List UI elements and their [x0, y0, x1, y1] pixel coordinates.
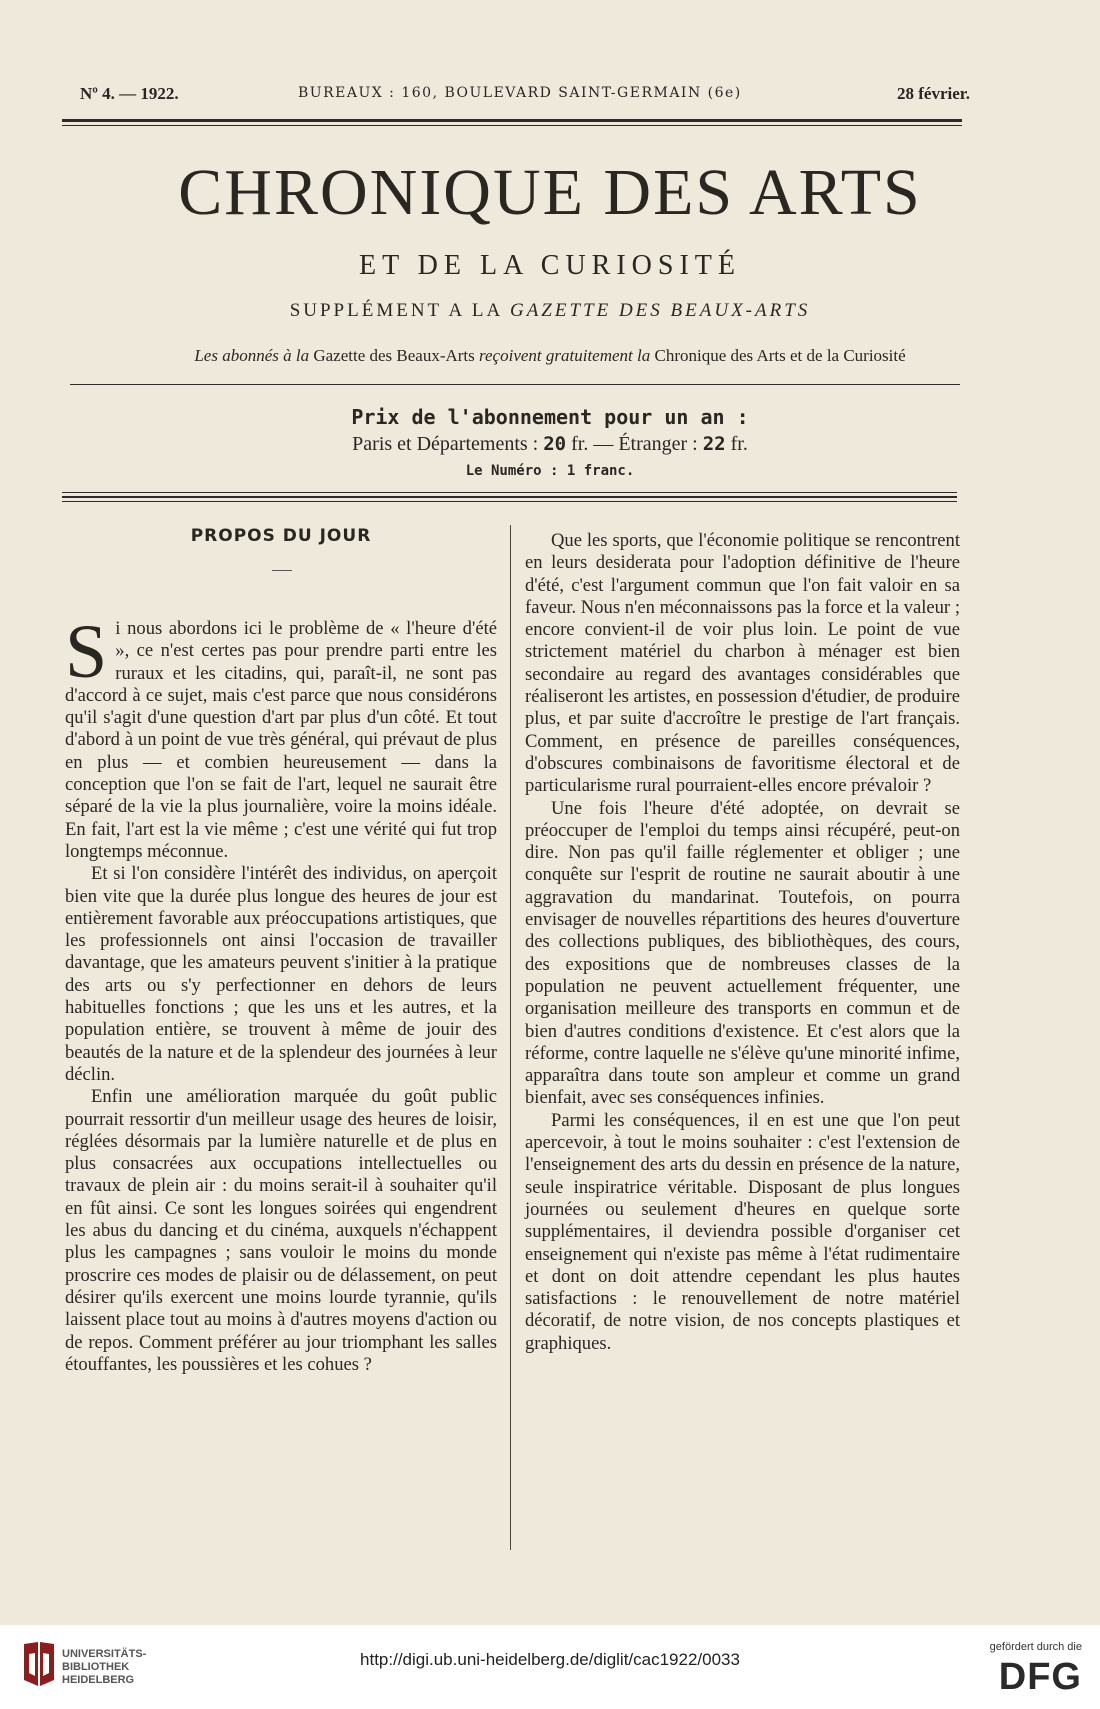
university-name: UNIVERSITÄTS- BIBLIOTHEK HEIDELBERG — [62, 1648, 147, 1686]
publication-title: CHRONIQUE DES ARTS — [178, 156, 922, 229]
paris-label: Paris et Départements : — [352, 433, 544, 455]
subscription-prices — [0, 433, 1100, 456]
abonnes-roman-2: Chronique des Arts et de la Curiosité — [650, 346, 906, 365]
drop-cap: S — [65, 610, 108, 694]
subscription-rule-2 — [62, 496, 957, 498]
etranger-unit: fr. — [725, 433, 748, 455]
left-paragraph-2: Et si l'on considère l'intérêt des individus, on aperçoit bien vite que la durée plus longue des heures de jour est entièrement favorable aux préoccupations artistiques, que les professionnels ont ainsi l'occasion de travailler davantage, que les amateurs peuvent s'initier à la pratique des arts ou s'y perfectionner en dehors de leurs habituelles fonctions ; que les uns et les autres, et la population entière, se trouvent à même de jouir des beautés de la nature et de la splendeur des journées à leur déclin. — [65, 863, 497, 1085]
supplement-line — [0, 300, 1100, 322]
left-paragraph-1-text: i nous abordons ici le problème de « l'heure d'été », ce n'est certes pas pour prendre parti entre les ruraux et les citadins, qui, paraît-il, ne sont pas d'accord à ce sujet, mais c'est parce que nous considérons qu'il s'agit d'une question d'art par plus d'un côté. Et tout d'abord à un point de vue très général, qui prévaut de plus en plus — et combien heureusement — dans la conception que l'on se fait de l'art, lequel ne saurait être séparé de la vie la plus journalière, voire la moins idéale. En fait, l'art est la vie même ; c'est une vérité qui fut trop longtemps méconnue. — [65, 618, 497, 862]
abonnes-italic-2: reçoivent gratuitement la — [479, 346, 651, 365]
left-paragraph-3: Enfin une amélioration marquée du goût public pourrait ressortir d'un meilleur usage des heures de loisir, réglées désormais par la lumière naturelle et de plus en plus consacrées aux occupations intellectuelles ou travaux de plein air : du moins serait-il à souhaiter qu'il en fût ainsi. Ce sont les longues soirées qui engendrent les abus du dancing et du cinéma, auxquels n'échappent plus les campagnes ; sans vouloir le moins du monde proscrire ces modes de plaisir ou de délassement, on peut désirer qu'ils exercent une moins lourde tyrannie, qu'ils laissent place tout au moins à d'autres moyens d'action ou de repos. Comment préférer au jour triomphant les salles étouffantes, les poussières et les cohues ? — [65, 1086, 497, 1375]
top-rule-thick — [62, 119, 962, 122]
source-url-link[interactable]: http://digi.ub.uni-heidelberg.de/diglit/cac1922/0033 — [360, 1650, 740, 1669]
left-paragraph-1 — [65, 610, 497, 863]
top-rule-thin — [62, 125, 962, 126]
issue-date: 28 février. — [896, 84, 970, 103]
right-paragraph-3: Parmi les conséquences, il en est une que l'on peut apercevoir, à tout le moins souhaiter : c'est l'extension de l'enseignement des arts du dessin en présence de la nature, seule inspiratrice véritable. Disposant de plus longues journées ou seulement d'heures en quelque sorte supplémentaires, il deviendra possible d'organiser cet enseignement qui n'existe pas même à l'état rudimentaire et dont on doit attendre cependant les plus hautes satisfactions : le renouvellement de notre matériel décoratif, de notre vision, de nos concepts plastiques et graphiques. — [525, 1109, 960, 1354]
masthead-rule — [70, 384, 960, 385]
supplement-prefix: SUPPLÉMENT A LA — [289, 300, 510, 321]
funding-note: gefördert durch die — [989, 1641, 1082, 1653]
left-column — [65, 610, 497, 1376]
subscription-title: Prix de l'abonnement pour un an : — [351, 405, 749, 429]
right-column — [525, 530, 960, 1355]
subscription-rule-1 — [62, 492, 957, 493]
paris-unit: fr. — Étranger : — [566, 433, 703, 455]
subscribers-note — [0, 346, 1100, 366]
subscription-rule-3 — [62, 501, 957, 502]
heading-dash — [272, 570, 292, 571]
abonnes-roman-1: Gazette des Beaux-Arts — [309, 346, 480, 365]
bureaux-address: BUREAUX : 160, BOULEVARD SAINT-GERMAIN (6e) — [298, 85, 742, 101]
etranger-price: 22 — [702, 433, 726, 455]
right-paragraph-2: Une fois l'heure d'été adoptée, on devrait se préoccuper de l'emploi du temps ainsi récupéré, peut-on dire. Non pas qu'il faille réglementer et obliger ; une conquête sur l'esprit de routine ne saurait aboutir à une aggravation du mandarinat. Toutefois, on pourra envisager de nouvelles répartitions des heures d'ouverture des collections publiques, des bibliothèques, des cours, des expositions que de nombreuses classes de la population ne peuvent actuellement fréquenter, une organisation meilleure des transports en commun et de bien d'autres conditions d'existence. Et c'est alors que la réforme, contre laquelle ne s'élève qu'une minorité infime, apparaîtra dans toute son ampleur et comme un grand bienfait, avec ses conséquences infinies. — [525, 797, 960, 1109]
column-divider — [510, 525, 511, 1550]
abonnes-italic-1: Les abonnés à la — [194, 346, 310, 365]
right-paragraph-1: Que les sports, que l'économie politique se rencontrent en leurs desiderata pour l'adoption définitive de l'heure d'été, c'est l'argument commun que l'on fait valoir en sa faveur. Nous n'en méconnaissons pas la force et la valeur ; encore convient-il de voir plus loin. Le point de vue strictement matériel du charbon à ménager est bien secondaire au regard des avantages considérables que réaliseront les artistes, en possession d'étudier, de produire plus, et par suite d'accroître le prestige de l'art français. Comment, en présence de pareilles conséquences, d'obscures combinaisons de favoritisme électoral et de particularisme rural pourraient-elles encore prévaloir ? — [525, 530, 960, 797]
dfg-logo: DFG — [998, 1656, 1082, 1698]
single-issue-price: Le Numéro : 1 franc. — [465, 463, 635, 479]
paris-price: 20 — [543, 433, 567, 455]
supplement-gazette: GAZETTE DES BEAUX-ARTS — [509, 300, 811, 321]
issue-number: Nº 4. — 1922. — [80, 84, 179, 103]
publication-subtitle: ET DE LA CURIOSITÉ — [358, 250, 742, 281]
article-heading: PROPOS DU JOUR — [190, 526, 372, 546]
